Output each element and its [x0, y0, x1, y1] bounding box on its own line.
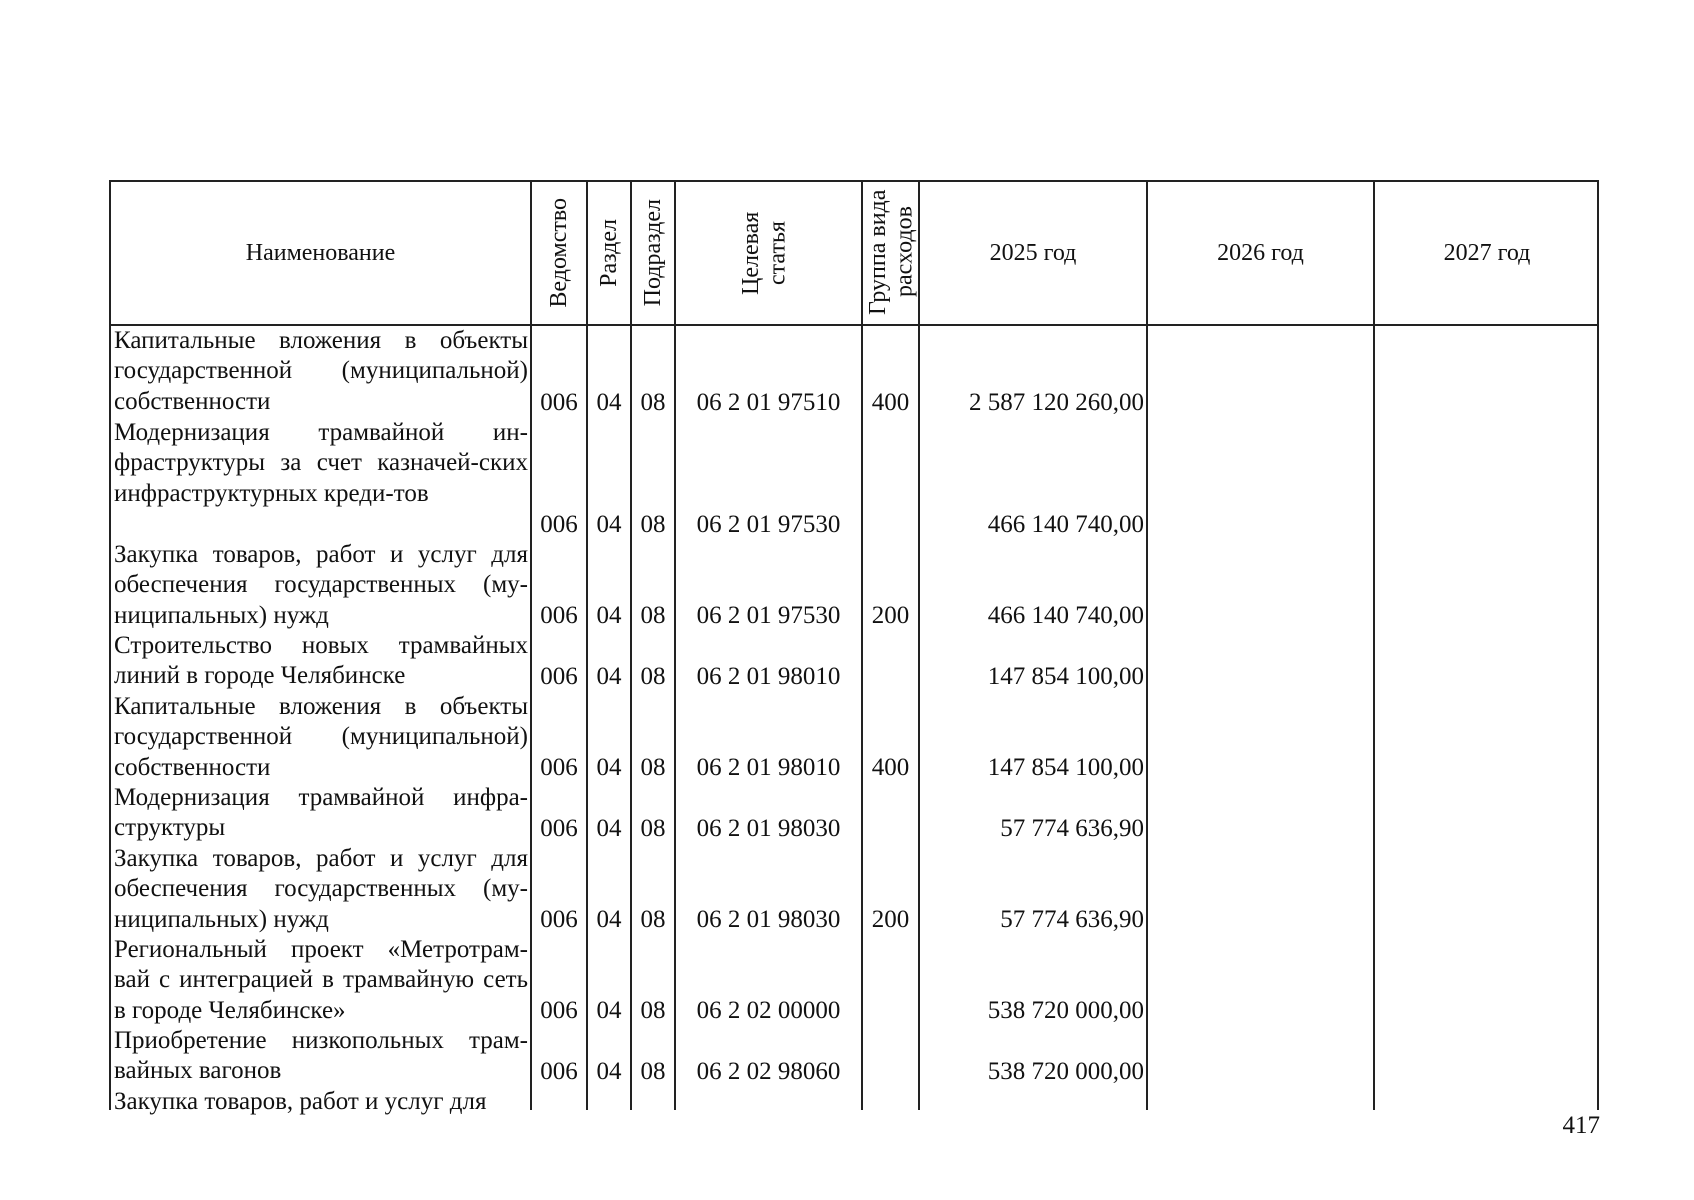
row-razdel: 04	[596, 905, 622, 933]
row-celevaya: 06 2 02 98060	[696, 1057, 841, 1085]
row-razdel: 04	[596, 601, 622, 629]
header-razdel	[588, 182, 630, 324]
header-vedomstvo-label: Ведомство	[545, 198, 572, 308]
row-podrazdel: 08	[640, 1057, 666, 1085]
header-2026	[1148, 182, 1373, 324]
row-celevaya: 06 2 01 98010	[696, 753, 841, 781]
row-podrazdel: 08	[640, 905, 666, 933]
table-row	[111, 1026, 1597, 1087]
row-gruppa: 200	[871, 601, 910, 629]
row-vedomstvo: 006	[540, 388, 578, 416]
row-gruppa: 400	[871, 388, 910, 416]
row-celevaya: 06 2 01 98030	[696, 814, 841, 842]
header-name-label: Наименование	[245, 239, 396, 266]
row-celevaya: 06 2 02 00000	[696, 996, 841, 1024]
header-2027	[1375, 182, 1599, 324]
header-podrazdel-label: Подраздел	[639, 199, 666, 307]
row-2025: 538 720 000,00	[987, 996, 1144, 1024]
row-celevaya: 06 2 01 98010	[696, 662, 841, 690]
row-name: Строительство новых трамвайных линий в городе Челябинске	[114, 632, 528, 690]
header-gruppa	[863, 182, 918, 324]
row-2025: 466 140 740,00	[987, 601, 1144, 629]
row-celevaya: 06 2 01 97530	[696, 510, 841, 538]
row-razdel: 04	[596, 510, 622, 538]
header-gruppa-label: Группа вида расходов	[864, 189, 917, 315]
row-vedomstvo: 006	[540, 753, 578, 781]
header-vedomstvo	[532, 182, 586, 324]
row-2025: 466 140 740,00	[987, 510, 1144, 538]
header-2025-label: 2025 год	[989, 239, 1077, 266]
row-gruppa: 200	[871, 905, 910, 933]
row-2025: 57 774 636,90	[1000, 814, 1144, 842]
row-podrazdel: 08	[640, 996, 666, 1024]
header-razdel-label: Раздел	[595, 219, 622, 287]
row-2025: 147 854 100,00	[987, 753, 1144, 781]
row-podrazdel: 08	[640, 662, 666, 690]
row-celevaya: 06 2 01 98030	[696, 905, 841, 933]
row-name: Закупка товаров, работ и услуг для обеспечения государственных (му-ниципальных) нужд	[114, 541, 528, 629]
table-row	[111, 540, 1597, 631]
row-podrazdel: 08	[640, 510, 666, 538]
row-name: Приобретение низкопольных трам-вайных вагонов	[114, 1027, 528, 1085]
header-2027-label: 2027 год	[1443, 239, 1531, 266]
row-2025: 147 854 100,00	[987, 662, 1144, 690]
header-2026-label: 2026 год	[1217, 239, 1304, 266]
row-razdel: 04	[596, 996, 622, 1024]
header-celevaya-label: Целевая статья	[737, 211, 790, 295]
row-name: Капитальные вложения в объекты государственной (муниципальной) собственности	[114, 693, 528, 781]
row-2025: 538 720 000,00	[987, 1057, 1144, 1085]
row-name: Капитальные вложения в объекты государственной (муниципальной) собственности	[114, 327, 528, 415]
row-vedomstvo: 006	[540, 1057, 578, 1085]
row-name: Модернизация трамвайной ин-фраструктуры за счет казначей-ских инфраструктурных креди-тов	[114, 419, 528, 507]
table-row	[111, 1087, 1597, 1117]
row-razdel: 04	[596, 1057, 622, 1085]
row-vedomstvo: 006	[540, 996, 578, 1024]
row-podrazdel: 08	[640, 388, 666, 416]
row-name: Модернизация трамвайной инфра-структуры	[114, 784, 528, 842]
row-gruppa: 400	[871, 753, 910, 781]
row-name: Закупка товаров, работ и услуг для обеспечения государственных (му-ниципальных) нужд	[114, 845, 528, 933]
row-razdel: 04	[596, 814, 622, 842]
table-row	[111, 844, 1597, 935]
row-vedomstvo: 006	[540, 601, 578, 629]
row-podrazdel: 08	[640, 601, 666, 629]
row-vedomstvo: 006	[540, 662, 578, 690]
table-row	[111, 935, 1597, 1026]
header-name	[111, 182, 530, 324]
row-razdel: 04	[596, 753, 622, 781]
row-razdel: 04	[596, 388, 622, 416]
table-row	[111, 783, 1597, 844]
row-name: Закупка товаров, работ и услуг для	[114, 1088, 487, 1115]
table-row	[111, 326, 1597, 418]
page-number: 417	[1562, 1112, 1600, 1139]
row-2025: 2 587 120 260,00	[969, 388, 1144, 416]
table-row	[111, 418, 1597, 540]
row-vedomstvo: 006	[540, 905, 578, 933]
row-vedomstvo: 006	[540, 814, 578, 842]
header-2025	[920, 182, 1146, 324]
row-celevaya: 06 2 01 97510	[696, 388, 841, 416]
row-2025: 57 774 636,90	[1000, 905, 1144, 933]
row-podrazdel: 08	[640, 814, 666, 842]
row-vedomstvo: 006	[540, 510, 578, 538]
header-podrazdel	[632, 182, 674, 324]
row-celevaya: 06 2 01 97530	[696, 601, 841, 629]
row-podrazdel: 08	[640, 753, 666, 781]
row-razdel: 04	[596, 662, 622, 690]
header-celevaya	[676, 182, 861, 324]
table-row	[111, 631, 1597, 692]
budget-table	[109, 180, 1599, 1115]
table-row	[111, 692, 1597, 783]
row-name: Региональный проект «Метротрам-вай с интеграцией в трамвайную сеть в городе Челябинске»	[114, 936, 528, 1024]
